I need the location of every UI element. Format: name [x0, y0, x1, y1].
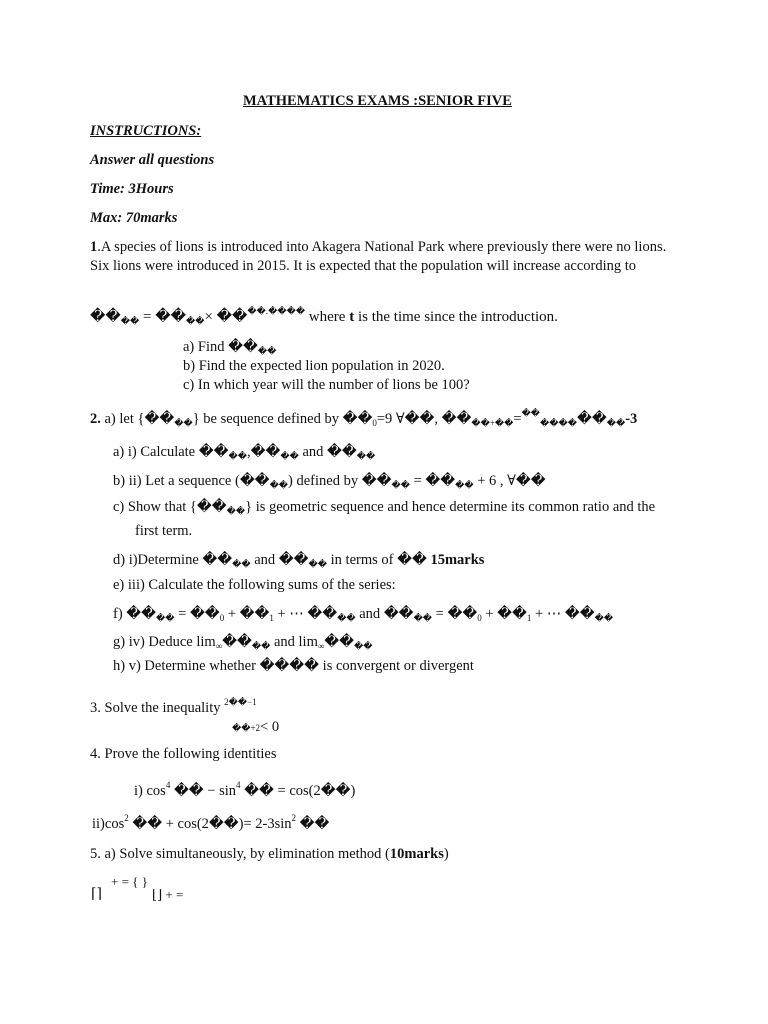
page-title: MATHEMATICS EXAMS :SENIOR FIVE [243, 93, 512, 109]
q2f-n: �� [337, 613, 356, 623]
q2-rec-tail: -3 [625, 411, 638, 427]
q5-line1: + = { } [111, 874, 148, 889]
formula-a-sub: �� [185, 316, 205, 326]
q2a-sub1: �� [228, 451, 247, 461]
q1a-sub: �� [257, 346, 277, 356]
q4i-sup2: 4 [236, 780, 241, 790]
q2b-v-sub: �� [391, 480, 410, 490]
question-4ii [92, 813, 329, 833]
q2c-pre: c) Show that { [113, 499, 197, 515]
q2f-eq2: = �� [432, 606, 478, 622]
q2a-sub3: �� [356, 451, 376, 461]
q2-seq-sub: �� [174, 418, 193, 428]
q4ii-sup1: 2 [124, 813, 129, 823]
q2f-plus: + �� [224, 606, 270, 622]
q2g-b: �� [324, 634, 355, 650]
question-3-denominator-line [232, 718, 279, 736]
q2a-sub2: �� [280, 451, 299, 461]
q2-rec-mid-sub: �� [558, 418, 577, 428]
q2b-text: b) ii) Let a sequence ( [113, 473, 240, 489]
q2a-text: a) i) Calculate [113, 444, 199, 460]
q2-rec: �� [441, 411, 472, 427]
question-2g [113, 633, 373, 652]
q2-rec-end-sub: �� [606, 418, 626, 428]
q2g-a-sub: �� [251, 641, 271, 651]
q2-intro: a) let { [100, 411, 145, 427]
time-note: Time: 3Hours [90, 181, 174, 197]
question-2a [113, 443, 375, 462]
formula-lhs: �� [90, 309, 121, 325]
q2c-sym: �� [196, 499, 227, 515]
q2c-sub: �� [226, 506, 246, 516]
question-1b: b) Find the expected lion population in 2020. [183, 358, 445, 374]
question-1-number: 1 [90, 239, 98, 255]
instructions-heading: INSTRUCTIONS: [90, 123, 202, 139]
q4ii-sup2: 2 [291, 813, 297, 823]
q2f2-plus: + �� [481, 606, 527, 622]
q2d-a-sub: �� [232, 559, 251, 569]
question-1-formula [90, 306, 558, 327]
formula-a: �� [155, 309, 186, 325]
q2-intro2: } be sequence defined by [192, 411, 343, 427]
q2d-text: d) i)Determine [113, 552, 203, 568]
question-1-body: .A species of lions is introduced into Akagera National Park where previously there were no lions. Six lions were introduced in 2015. It is expected that the population will increase according to [90, 239, 667, 274]
max-marks-note: Max: 70marks [90, 210, 178, 226]
q2b-mid: ) defined by [288, 473, 362, 489]
q2c-post: } is geometric sequence and hence determine its common ratio and the [245, 499, 656, 515]
question-2-number: 2. [90, 411, 101, 427]
question-3 [90, 697, 257, 717]
question-5 [90, 845, 449, 863]
q2f-and: and [355, 606, 384, 622]
q2-u0-sub: 0 [372, 418, 377, 428]
q2f2-n: �� [594, 613, 614, 623]
q2f-1: 1 [269, 613, 274, 623]
q4i-pre: i) cos [134, 783, 166, 799]
q2g-and: and lim [270, 634, 318, 650]
q2b-sub: �� [269, 480, 289, 490]
q2-rec-mid: �� [540, 418, 559, 428]
q2f-t: �� [383, 606, 414, 622]
formula-lhs-sub: �� [120, 316, 140, 326]
q2f-dots: + ⋯ �� [273, 606, 338, 622]
question-2h [113, 657, 474, 675]
q4i-sup1: 4 [165, 780, 171, 790]
q2f2-1: 1 [526, 613, 532, 623]
q2-rec-sup: �� [521, 408, 541, 418]
question-2d [113, 551, 484, 570]
q2g-b-sub: �� [354, 641, 373, 651]
q4ii-tail: �� [296, 816, 330, 832]
question-2c [113, 498, 655, 517]
formula-b-sup: ��.���� [247, 306, 306, 316]
q2-u0-eq: =9 ∀��, [376, 411, 442, 427]
q5-text: 5. a) Solve simultaneously, by elimination method ( [90, 846, 390, 862]
q2a-term1: �� [198, 444, 229, 460]
q4i-tail: �� = cos(2��) [240, 783, 356, 799]
q5-marks: 10marks [389, 846, 444, 862]
q1a-text: a) Find [183, 339, 229, 355]
q2b-sym: �� [239, 473, 270, 489]
q2f-label: f) [113, 606, 127, 622]
q2d-b-sub: �� [308, 559, 328, 569]
formula-rest: is the time since the introduction. [354, 309, 558, 325]
formula-t: t [349, 309, 355, 325]
q3-text: 3. Solve the inequality [90, 700, 225, 716]
q2g-inf: ∞ [215, 641, 223, 651]
q2h-text: h) v) Determine whether [113, 658, 260, 674]
q2g-a: �� [222, 634, 252, 650]
q2g-text: g) iv) Deduce lim [113, 634, 216, 650]
question-4: 4. Prove the following identities [90, 746, 277, 762]
q2f-t-sub: �� [413, 613, 433, 623]
question-2c-line2: first term. [135, 523, 193, 539]
q2f-eq: = �� [174, 606, 220, 622]
q2d-n: �� [397, 552, 431, 568]
q2b-u-sub: �� [455, 480, 474, 490]
q2f-0: 0 [219, 613, 225, 623]
q3-rel: < 0 [260, 719, 280, 735]
q2f-s: �� [126, 606, 157, 622]
q2f-s-sub: �� [156, 613, 175, 623]
q2f2-dots: + ⋯ �� [531, 606, 595, 622]
q2a-term2: ,�� [246, 444, 281, 460]
q2d-terms: in terms of [327, 552, 398, 568]
question-1c: c) In which year will the number of lions be 100? [183, 377, 470, 393]
question-1-text [90, 238, 680, 276]
formula-where: where [305, 309, 350, 325]
formula-b: �� [216, 309, 248, 325]
q4i-mid: �� − sin [170, 783, 237, 799]
q2b-tail: + 6 , ∀�� [473, 473, 546, 489]
q2-rec-end: �� [576, 411, 607, 427]
q2h-sym: ���� [259, 658, 320, 674]
q3-denominator: ��+2 [232, 723, 261, 733]
q2b-eq: = �� [409, 473, 456, 489]
formula-eq: = [139, 309, 156, 325]
q2d-and: and �� [250, 552, 309, 568]
q5-brace-left: ⌈⌉ [91, 887, 102, 902]
q2-rec-eq: = [513, 411, 522, 427]
question-4i [134, 780, 355, 800]
q2-u0: �� [342, 411, 373, 427]
question-2b [113, 472, 546, 491]
q2-rec-sub: ��+�� [471, 418, 514, 428]
q2f2-0: 0 [477, 613, 482, 623]
q2h-tail: is convergent or divergent [319, 658, 474, 674]
q2a-term3: and �� [298, 444, 357, 460]
question-2f [113, 605, 613, 624]
q3-numerator: 2��−1 [224, 697, 257, 707]
q4ii-pre: ii)cos [92, 816, 125, 832]
q5-line2: ⌊⌋ + = [152, 887, 184, 902]
formula-times: × [204, 309, 217, 325]
question-2-intro [90, 408, 637, 429]
answer-all-note: Answer all questions [90, 152, 215, 168]
q2g-inf2: ∞ [317, 641, 325, 651]
q5-close: ) [443, 846, 449, 862]
q1a-sym: �� [228, 339, 258, 355]
q2d-a: �� [202, 552, 233, 568]
question-2e: e) iii) Calculate the following sums of the series: [113, 577, 396, 593]
q2d-marks: 15marks [430, 552, 485, 568]
q2b-v: �� [361, 473, 392, 489]
q2-seq: �� [144, 411, 175, 427]
q4ii-mid: �� + cos(2��)= 2-3sin [128, 816, 292, 832]
question-1a [183, 338, 276, 357]
